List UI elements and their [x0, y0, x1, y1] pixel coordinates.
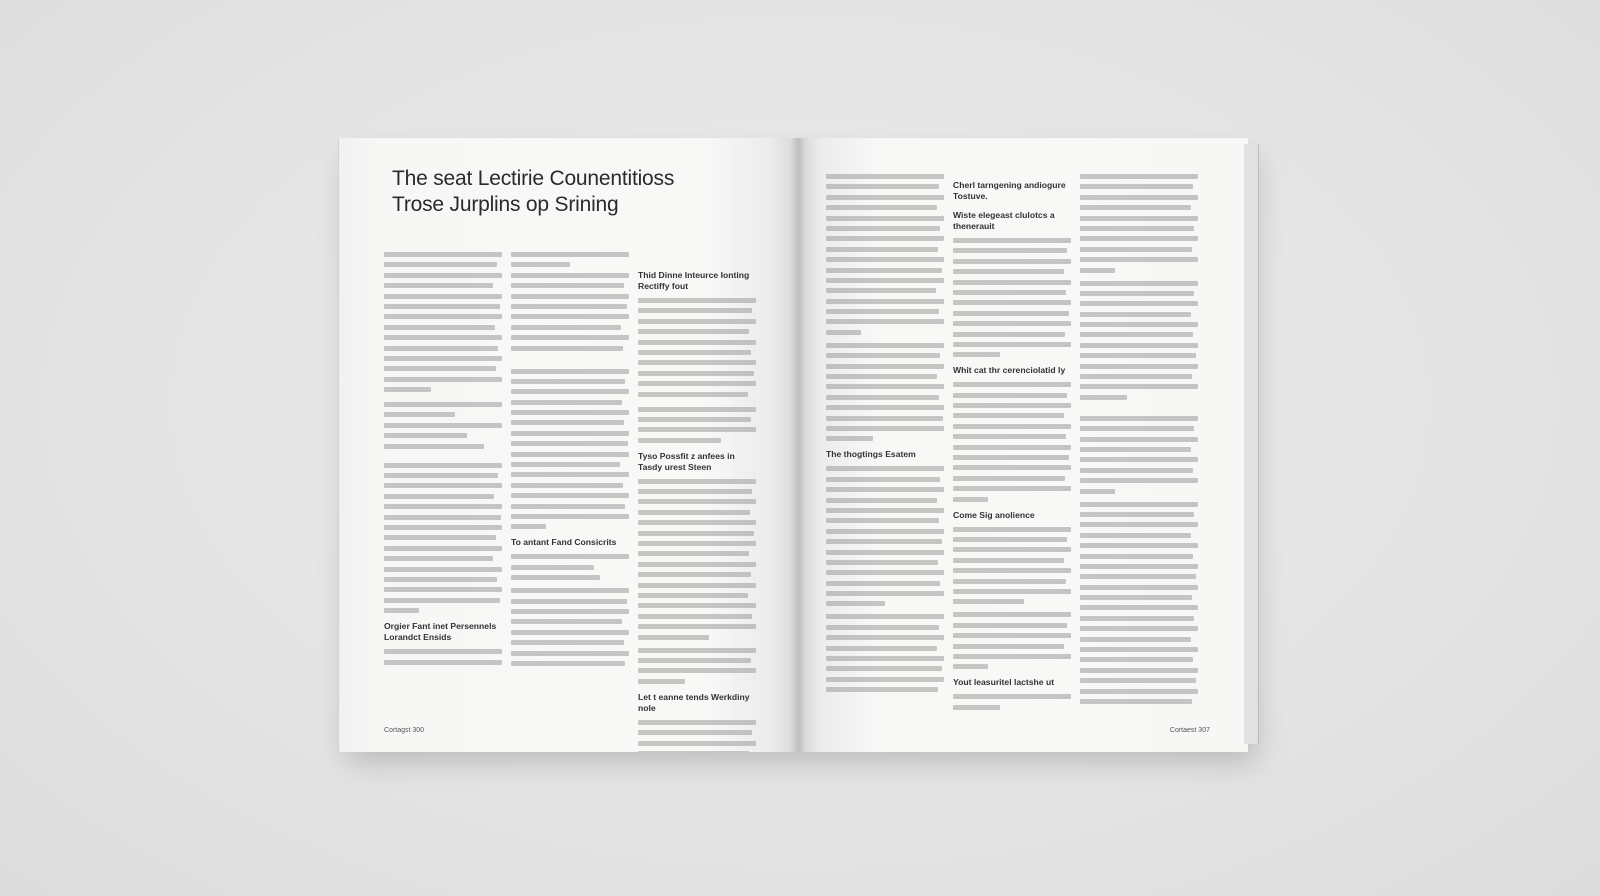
text-line	[1080, 291, 1194, 296]
text-line	[511, 314, 629, 319]
text-line	[826, 656, 944, 661]
text-line	[1080, 457, 1198, 462]
text-line	[511, 524, 546, 529]
text-line	[953, 332, 1065, 337]
text-line	[1080, 281, 1198, 286]
text-line	[511, 441, 628, 446]
text-line	[511, 493, 629, 498]
text-line	[826, 174, 944, 179]
right-col2-heading-1: Cherl tarngening andiogure Tostuve.	[953, 180, 1066, 201]
text-line	[638, 360, 756, 365]
text-line	[1080, 174, 1198, 179]
text-line	[826, 395, 939, 400]
text-line	[511, 575, 600, 580]
text-line	[511, 504, 625, 509]
text-line	[826, 309, 939, 314]
text-line	[1080, 416, 1198, 421]
text-line	[953, 599, 1024, 604]
text-line	[384, 325, 495, 330]
text-line	[953, 654, 1071, 659]
text-line	[826, 498, 937, 503]
text-line	[638, 350, 751, 355]
text-line	[638, 438, 721, 443]
text-line	[953, 455, 1069, 460]
text-line	[384, 535, 496, 540]
text-line	[826, 374, 937, 379]
text-line	[826, 247, 938, 252]
text-line	[511, 346, 623, 351]
text-line	[953, 537, 1067, 542]
text-line	[1080, 184, 1193, 189]
text-line	[826, 226, 940, 231]
text-line	[1080, 478, 1198, 483]
text-line	[953, 612, 1071, 617]
text-line	[1080, 312, 1191, 317]
right-col2-heading-4: Come Sig anolience	[953, 509, 1035, 520]
text-line	[638, 614, 752, 619]
text-line	[511, 252, 629, 257]
text-line	[1080, 533, 1191, 538]
text-line	[384, 366, 496, 371]
text-line	[384, 387, 431, 392]
text-line	[1080, 689, 1198, 694]
text-line	[953, 558, 1064, 563]
text-line	[384, 423, 502, 428]
title-line-2: Trose Jurplins op Srining	[392, 193, 619, 216]
text-line	[953, 497, 988, 502]
text-line	[953, 300, 1071, 305]
text-line	[1080, 574, 1196, 579]
text-line	[1080, 364, 1198, 369]
text-line	[1080, 564, 1198, 569]
left-col1-heading: Orgier Fant inet Persennels Lorandct Ensids	[384, 621, 497, 643]
text-line	[384, 504, 502, 509]
text-line	[826, 216, 944, 221]
text-line	[1080, 374, 1192, 379]
text-line	[638, 489, 752, 494]
text-line	[826, 518, 939, 523]
text-line	[826, 205, 937, 210]
text-line	[953, 644, 1064, 649]
text-line	[638, 308, 752, 313]
text-line	[826, 184, 939, 189]
text-line	[826, 635, 944, 640]
text-line	[638, 340, 756, 345]
text-line	[638, 741, 756, 746]
text-line	[384, 525, 502, 530]
right-col2-heading-2: Wiste elegeast clulotcs a thenerauit	[953, 210, 1055, 231]
right-text-column-2	[953, 172, 1071, 715]
text-line	[826, 353, 940, 358]
book-gutter	[790, 138, 806, 752]
text-line	[826, 529, 944, 534]
right-text-column-1	[826, 174, 944, 698]
text-line	[511, 431, 629, 436]
text-line	[953, 342, 1071, 347]
text-line	[953, 434, 1066, 439]
text-line	[384, 377, 502, 382]
text-line	[638, 583, 756, 588]
text-line	[638, 751, 749, 752]
text-line	[826, 539, 942, 544]
text-line	[953, 445, 1071, 450]
text-line	[953, 269, 1064, 274]
text-line	[826, 426, 944, 431]
text-line	[826, 677, 944, 682]
text-line	[1080, 585, 1198, 590]
text-line	[1080, 678, 1196, 683]
text-line	[511, 400, 622, 405]
text-line	[1080, 226, 1194, 231]
text-line	[1080, 247, 1192, 252]
left-col3-heading-2: Tyso Possfit z anfees in Tasdy urest Steen	[638, 450, 735, 472]
text-line	[638, 298, 756, 303]
text-line	[1080, 205, 1191, 210]
text-line	[953, 568, 1071, 573]
text-line	[953, 465, 1071, 470]
text-line	[1080, 605, 1198, 610]
text-line	[638, 520, 756, 525]
text-line	[511, 588, 629, 593]
text-line	[826, 581, 940, 586]
text-line	[1080, 322, 1198, 327]
text-line	[826, 508, 944, 513]
text-line	[826, 257, 944, 262]
text-line	[638, 635, 709, 640]
text-line	[638, 720, 756, 725]
text-line	[638, 531, 754, 536]
text-line	[1080, 637, 1191, 642]
text-line	[384, 294, 502, 299]
left-text-column-2	[511, 252, 629, 671]
text-line	[953, 290, 1066, 295]
text-line	[638, 407, 756, 412]
text-line	[1080, 447, 1191, 452]
text-line	[826, 319, 944, 324]
left-page	[338, 138, 799, 752]
text-line	[953, 547, 1071, 552]
text-line	[384, 412, 455, 417]
text-line	[1080, 257, 1198, 262]
text-line	[953, 321, 1071, 326]
text-line	[953, 413, 1064, 418]
text-line	[1080, 353, 1196, 358]
text-line	[638, 381, 756, 386]
text-line	[826, 288, 936, 293]
text-line	[953, 664, 988, 669]
text-line	[1080, 195, 1198, 200]
left-col3-heading-3: Let t eanne tends Werkdiny nole	[638, 691, 750, 713]
text-line	[953, 382, 1071, 387]
text-line	[953, 705, 1000, 710]
left-col3-heading-1: Thid Dinne Inteurce Ionting Rectiffy fout	[638, 270, 750, 291]
text-line	[511, 389, 629, 394]
text-line	[1080, 657, 1193, 662]
text-line	[638, 624, 756, 629]
text-line	[638, 329, 749, 334]
open-book	[338, 138, 1262, 754]
text-line	[384, 649, 502, 654]
right-col2-heading-3: Whit cat thr cerenciolatid ly	[953, 365, 1066, 376]
text-line	[1080, 647, 1198, 652]
text-line	[511, 410, 629, 415]
text-line	[826, 405, 944, 410]
text-line	[511, 554, 629, 559]
text-line	[826, 278, 944, 283]
text-line	[384, 433, 467, 438]
text-line	[384, 494, 494, 499]
text-line	[511, 609, 629, 614]
text-line	[1080, 332, 1193, 337]
text-line	[1080, 268, 1115, 273]
right-page-number: Cortaest 307	[1169, 727, 1210, 734]
text-line	[384, 402, 502, 407]
text-line	[1080, 543, 1198, 548]
right-col1-heading: The thogtings Esatem	[826, 449, 916, 460]
text-line	[638, 479, 756, 484]
text-line	[384, 314, 502, 319]
text-line	[953, 623, 1067, 628]
text-line	[1080, 522, 1198, 527]
text-line	[826, 487, 944, 492]
text-line	[638, 603, 756, 608]
text-line	[953, 248, 1067, 253]
text-line	[1080, 216, 1198, 221]
text-line	[511, 420, 624, 425]
text-line	[384, 444, 484, 449]
text-line	[638, 730, 752, 735]
text-line	[953, 393, 1067, 398]
text-line	[826, 466, 944, 471]
text-line	[638, 371, 754, 376]
left-col2-heading: To antant Fand Consicrits	[511, 537, 617, 548]
text-line	[638, 679, 685, 684]
text-line	[511, 462, 620, 467]
title-line-1: The seat Lectirie Counentitioss	[392, 167, 675, 190]
text-line	[1080, 595, 1192, 600]
text-line	[511, 640, 624, 645]
right-col2-heading-5: Yout leasuritel lactshe ut	[953, 677, 1055, 688]
text-line	[384, 262, 497, 267]
text-line	[384, 356, 502, 361]
text-line	[384, 473, 498, 478]
left-text-column-3	[638, 262, 756, 752]
text-line	[1080, 384, 1198, 389]
text-line	[384, 346, 498, 351]
text-line	[953, 527, 1071, 532]
text-line	[1080, 668, 1198, 673]
text-line	[384, 577, 497, 582]
text-line	[953, 424, 1071, 429]
text-line	[511, 452, 629, 457]
text-line	[826, 195, 944, 200]
text-line	[638, 319, 756, 324]
text-line	[638, 392, 748, 397]
text-line	[384, 283, 493, 288]
text-line	[826, 687, 938, 692]
text-line	[953, 352, 1000, 357]
text-line	[1080, 301, 1198, 306]
text-line	[384, 515, 501, 520]
text-line	[511, 379, 625, 384]
text-line	[826, 330, 861, 335]
text-line	[826, 364, 944, 369]
text-line	[384, 598, 500, 603]
right-page	[798, 138, 1248, 752]
text-line	[384, 608, 419, 613]
text-line	[511, 630, 629, 635]
right-text-column-3	[1080, 174, 1198, 709]
text-line	[953, 476, 1065, 481]
text-line	[826, 236, 944, 241]
text-line	[638, 562, 756, 567]
text-line	[638, 593, 748, 598]
text-line	[953, 589, 1071, 594]
text-line	[511, 619, 622, 624]
text-line	[1080, 616, 1194, 621]
text-line	[384, 660, 502, 665]
text-line	[511, 262, 570, 267]
text-line	[953, 280, 1071, 285]
text-line	[384, 556, 493, 561]
left-text-column-1	[384, 252, 502, 670]
text-line	[826, 343, 944, 348]
text-line	[638, 417, 751, 422]
text-line	[384, 252, 502, 257]
text-line	[638, 499, 756, 504]
text-line	[826, 299, 944, 304]
text-line	[638, 572, 751, 577]
text-line	[638, 658, 751, 663]
text-line	[384, 567, 502, 572]
text-line	[1080, 426, 1194, 431]
text-line	[511, 325, 621, 330]
text-line	[638, 551, 749, 556]
text-line	[1080, 236, 1198, 241]
text-line	[826, 384, 944, 389]
text-line	[826, 666, 942, 671]
text-line	[953, 486, 1071, 491]
text-line	[826, 477, 940, 482]
text-line	[826, 268, 942, 273]
text-line	[384, 463, 502, 468]
text-line	[384, 587, 502, 592]
text-line	[1080, 512, 1194, 517]
text-line	[953, 633, 1071, 638]
text-line	[384, 273, 502, 278]
text-line	[511, 651, 629, 656]
text-line	[826, 570, 944, 575]
text-line	[511, 369, 629, 374]
text-line	[638, 510, 750, 515]
text-line	[511, 514, 629, 519]
text-line	[511, 661, 625, 666]
text-line	[826, 560, 938, 565]
text-line	[511, 599, 627, 604]
text-line	[1080, 395, 1127, 400]
text-line	[384, 335, 502, 340]
text-line	[953, 579, 1066, 584]
left-page-number: Cortagst 300	[384, 727, 425, 734]
text-line	[826, 646, 937, 651]
article-title	[392, 166, 782, 218]
text-line	[953, 259, 1071, 264]
text-line	[511, 283, 624, 288]
text-line	[638, 648, 756, 653]
text-line	[1080, 626, 1198, 631]
text-line	[1080, 468, 1193, 473]
text-line	[826, 625, 939, 630]
text-line	[384, 483, 502, 488]
text-line	[511, 472, 629, 477]
text-line	[1080, 343, 1198, 348]
text-line	[826, 591, 944, 596]
text-line	[953, 403, 1071, 408]
text-line	[1080, 554, 1193, 559]
text-line	[1080, 489, 1115, 494]
text-line	[1080, 699, 1192, 704]
text-line	[826, 550, 944, 555]
text-line	[638, 668, 756, 673]
text-line	[953, 694, 1071, 699]
text-line	[826, 436, 873, 441]
text-line	[953, 311, 1069, 316]
text-line	[953, 238, 1071, 243]
text-line	[384, 546, 502, 551]
text-line	[826, 416, 943, 421]
text-line	[511, 304, 627, 309]
page-edges	[1244, 144, 1259, 744]
text-line	[1080, 502, 1198, 507]
text-line	[511, 273, 629, 278]
text-line	[826, 601, 885, 606]
text-line	[511, 565, 594, 570]
text-line	[826, 614, 944, 619]
text-line	[638, 541, 756, 546]
text-line	[511, 294, 629, 299]
text-line	[1080, 437, 1198, 442]
text-line	[511, 483, 623, 488]
text-line	[511, 335, 629, 340]
text-line	[638, 427, 756, 432]
text-line	[384, 304, 500, 309]
